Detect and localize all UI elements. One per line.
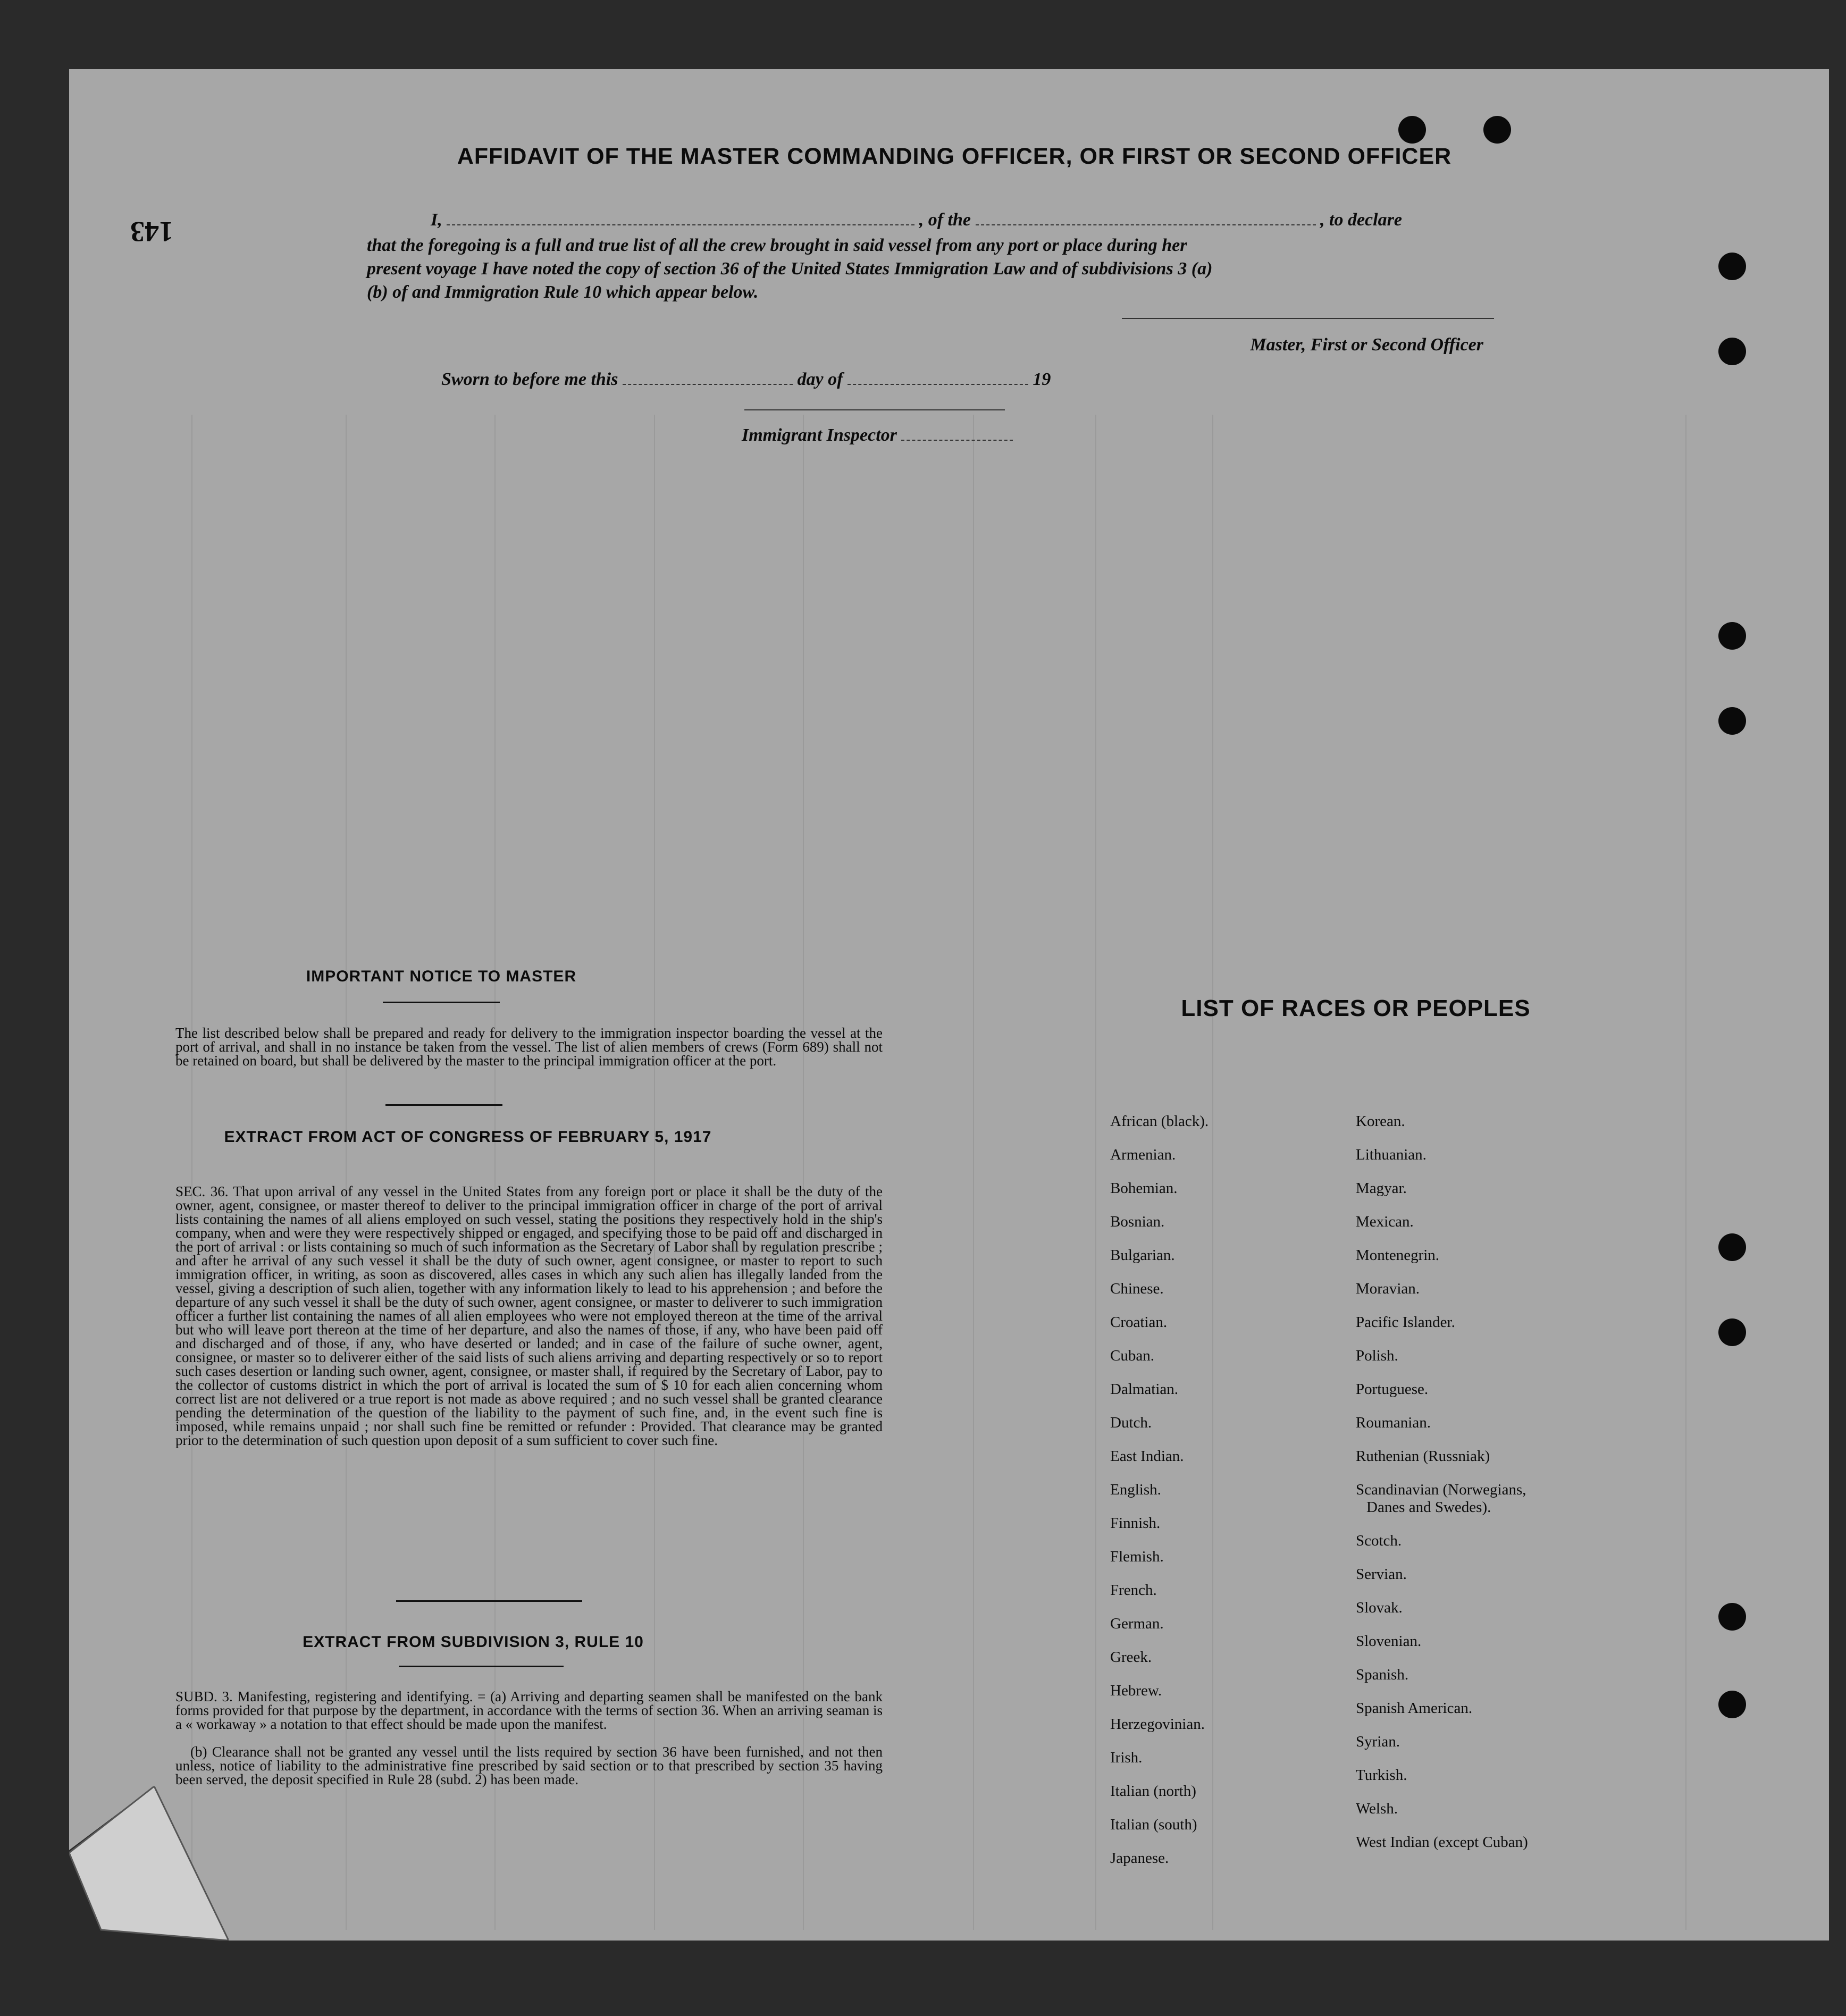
punch-hole [1718, 338, 1746, 365]
punch-hole [1398, 116, 1426, 144]
race-item: Croatian. [1110, 1314, 1168, 1331]
ghost-line [973, 415, 974, 1930]
race-item: Finnish. [1110, 1515, 1161, 1532]
race-item: English. [1110, 1481, 1161, 1498]
race-item: Scotch. [1356, 1532, 1402, 1549]
affidavit-i: I, [431, 210, 442, 230]
divider [383, 1002, 500, 1003]
notice-text: The list described below shall be prepared and ready for delivery to the immigration inspector boarding the vessel at the port of arrival, and shall in no instance be taken from the vessel. The list of alien members of crews (Form 689) shall not be retained on board, but shall be delivered by the master to the principal immigration officer at the port. [175, 1025, 883, 1069]
vessel-blank [976, 224, 1316, 225]
inspector-line [742, 425, 1013, 446]
affidavit-declare: , to declare [1320, 210, 1402, 230]
punch-hole [1718, 707, 1746, 735]
punch-hole [1718, 1233, 1746, 1261]
month-blank [848, 384, 1028, 385]
race-item: Herzegovinian. [1110, 1716, 1205, 1733]
divider [399, 1666, 564, 1667]
race-item: Dalmatian. [1110, 1381, 1179, 1398]
race-item: Japanese. [1110, 1850, 1169, 1867]
race-item: Chinese. [1110, 1280, 1164, 1297]
inspector-label: Immigrant Inspector [742, 425, 897, 445]
ghost-line [1685, 415, 1686, 1930]
signature-line [1122, 318, 1494, 319]
sworn-label: Sworn to before me this [441, 369, 618, 389]
race-item: Hebrew. [1110, 1682, 1162, 1699]
name-blank [447, 224, 914, 225]
race-item: Bohemian. [1110, 1180, 1178, 1197]
affidavit-line2: that the foregoing is a full and true list of all the crew brought in said vessel from any port or place during her [367, 236, 1187, 255]
race-item: Slovenian. [1356, 1633, 1422, 1650]
inspector-blank [901, 440, 1013, 441]
race-item: Montenegrin. [1356, 1247, 1440, 1264]
race-item: Dutch. [1110, 1414, 1152, 1431]
race-item: Pacific Islander. [1356, 1314, 1455, 1331]
year-label: 19 [1033, 369, 1051, 389]
affidavit-line1 [367, 210, 1489, 230]
ghost-line [1212, 415, 1213, 1930]
race-item: Slovak. [1356, 1599, 1403, 1616]
races-title: LIST OF RACES OR PEOPLES [1181, 995, 1531, 1021]
race-item: Portuguese. [1356, 1381, 1429, 1398]
race-item: Flemish. [1110, 1548, 1164, 1565]
divider [396, 1600, 582, 1602]
punch-hole [1718, 1318, 1746, 1346]
rule-para-a: SUBD. 3. Manifesting, registering and identifying. = (a) Arriving and departing seamen shall be manifested on the bank forms provided for that purpose by the department, in accordance with the terms of section 36. When an arriving seaman is a « workaway » a notation to that effect should be made upon the manifest. [175, 1689, 883, 1732]
race-item: Mexican. [1356, 1213, 1414, 1230]
punch-hole [1718, 1691, 1746, 1718]
race-item: German. [1110, 1615, 1164, 1632]
rule-para-b: (b) Clearance shall not be granted any vessel until the lists required by section 36 have been furnished, and not then unless, notice of liability to the administrative fine prescribed by said section or to that prescribed by section 35 having been served, the deposit specified in Rule 28 (subd. 2) has been made. [175, 1744, 883, 1787]
race-item: Bosnian. [1110, 1213, 1165, 1230]
race-item: French. [1110, 1582, 1157, 1599]
affidavit-title: AFFIDAVIT OF THE MASTER COMMANDING OFFICER, OR FIRST OR SECOND OFFICER [457, 144, 1452, 169]
race-item: Servian. [1356, 1566, 1407, 1583]
race-item: Welsh. [1356, 1800, 1398, 1817]
inspector-signature-line [744, 409, 1005, 410]
race-item: Italian (south) [1110, 1816, 1197, 1833]
rule-title: EXTRACT FROM SUBDIVISION 3, RULE 10 [303, 1633, 644, 1651]
race-item: Armenian. [1110, 1146, 1176, 1163]
punch-hole [1483, 116, 1511, 144]
race-item: Syrian. [1356, 1733, 1400, 1750]
affidavit-body [367, 234, 1489, 304]
sworn-line [441, 369, 1051, 390]
notice-title: IMPORTANT NOTICE TO MASTER [306, 968, 577, 985]
ghost-line [1095, 415, 1096, 1930]
race-item: Lithuanian. [1356, 1146, 1427, 1163]
race-item: Magyar. [1356, 1180, 1407, 1197]
act-title: EXTRACT FROM ACT OF CONGRESS OF FEBRUARY 5, 1917 [224, 1128, 712, 1146]
master-label: Master, First or Second Officer [1250, 335, 1483, 355]
date-blank [623, 384, 793, 385]
race-item: Italian (north) [1110, 1783, 1196, 1800]
document-page [69, 69, 1829, 1941]
race-item: Spanish American. [1356, 1700, 1473, 1717]
affidavit-of: , of the [919, 210, 971, 230]
race-item: Polish. [1356, 1347, 1398, 1364]
affidavit-line4: (b) of and Immigration Rule 10 which appear below. [367, 282, 759, 302]
race-item: Ruthenian (Russniak) [1356, 1448, 1490, 1465]
punch-hole [1718, 253, 1746, 280]
race-item: Turkish. [1356, 1767, 1407, 1784]
race-item: Danes and Swedes). [1366, 1499, 1491, 1516]
race-item: Cuban. [1110, 1347, 1154, 1364]
divider [385, 1104, 502, 1106]
race-item: Korean. [1356, 1113, 1405, 1130]
race-item: East Indian. [1110, 1448, 1184, 1465]
race-item: Roumanian. [1356, 1414, 1431, 1431]
race-item: African (black). [1110, 1113, 1209, 1130]
affidavit-line3: present voyage I have noted the copy of section 36 of the United States Immigration Law and of subdivisions 3 (a) [367, 259, 1213, 279]
race-item: Greek. [1110, 1649, 1152, 1666]
day-label: day of [797, 369, 843, 389]
race-item: Irish. [1110, 1749, 1143, 1766]
punch-hole [1718, 622, 1746, 650]
stamp-number: 143 [130, 216, 173, 248]
folded-corner [69, 1786, 229, 1941]
act-text: SEC. 36. That upon arrival of any vessel in the United States from any foreign port or place it shall be the duty of the owner, agent, consignee, or master thereof to deliver to the principal immigration officer in charge of the port of arrival lists containing the names of all aliens employed on such vessel, stating the positions they respectively hold in the ship's company, when and were they were respectively shipped or engaged, and specifying those to be paid off and discharged in the port of arrival : or lists containing so much of such information as the Secretary of Labor shall by regulation prescribe ; and after he arrival of any such vessel it shall be the duty of such owner, agent consignee, or master to report to such immigration officer, in writing, as soon as discovered, alles cases in which any such alien has illegally landed from the vessel, giving a description of such alien, together with any information likely to lead to his apprehension ; and before the departure of any such vessel it shall be the duty of such owner, agent consignee, or master to deliverer to such immigration officer a further list containing the names of all alien employees who were not employed thereon at the time of the arrival but who will leave port thereon at the time of her departure, and also the names of those, if any, who have been paid off and discharged and of those, if any, who have deserted or landed; and in case of the failure of suche owner, agent, consignee, or master so to deliverer either of the said lists of such aliens arriving and departing respectively or so to report such cases desertion or landing such owner, agent, consignee, or master shall, if required by the Secretary of Labor, pay to the collector of customs district in which the port of arrival is located the sum of $ 10 for each alien concerning whom correct list are not delivered or a true report is not made as above required ; and no such vessel shall be granted clearance pending the determination of the question of the liability to the payment of such fine, and, in the event such fine is imposed, while remains unpaid ; nor shall such fine be remitted or refunder : Provided. That clearance may be granted prior to the determination of such question upon deposit of a sum sufficient to cover such fine. [175, 1183, 883, 1448]
race-item: Spanish. [1356, 1666, 1409, 1683]
race-item: Bulgarian. [1110, 1247, 1175, 1264]
race-item: West Indian (except Cuban) [1356, 1834, 1528, 1851]
punch-hole [1718, 1603, 1746, 1631]
race-item: Moravian. [1356, 1280, 1420, 1297]
race-item: Scandinavian (Norwegians, [1356, 1481, 1526, 1498]
